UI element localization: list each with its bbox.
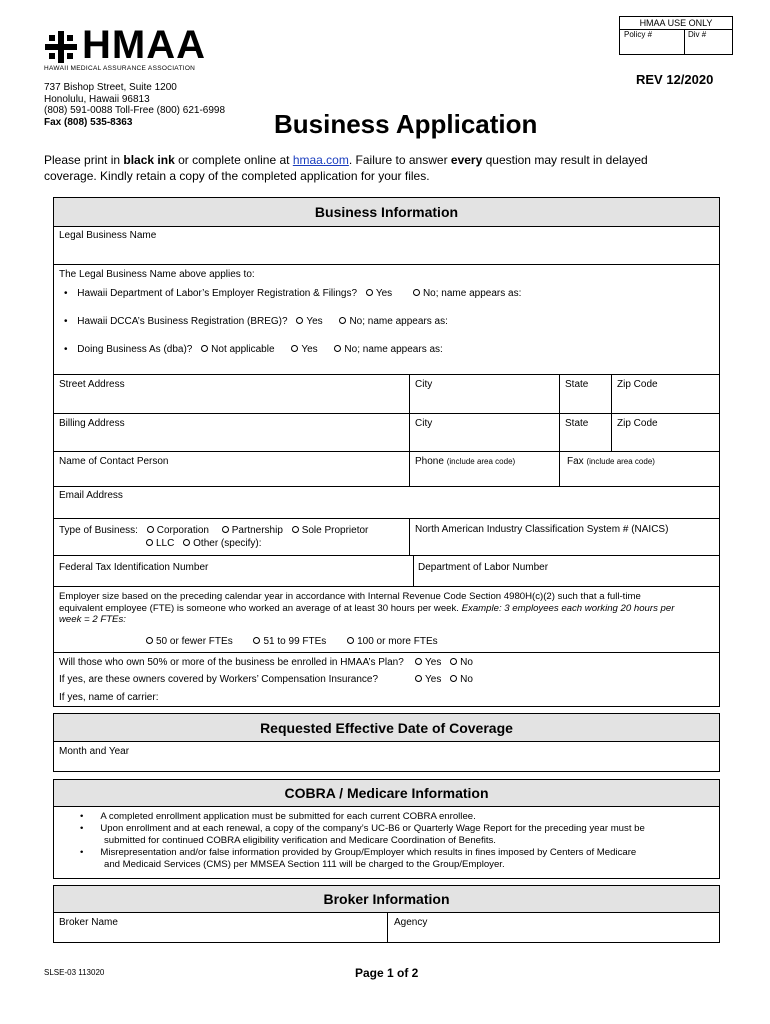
street-address-field[interactable]: Street Address bbox=[59, 379, 125, 390]
federal-tax-id-field[interactable]: Federal Tax Identification Number bbox=[59, 562, 209, 573]
cobra-bullet-1: • A completed enrollment application must be submitted for each current COBRA enrollee. bbox=[80, 811, 645, 823]
sole-proprietor-radio[interactable] bbox=[292, 526, 299, 533]
hmaa-use-only-box bbox=[619, 16, 733, 55]
applies-to-label: The Legal Business Name above applies to: bbox=[59, 269, 255, 280]
carrier-name-field[interactable]: If yes, name of carrier: bbox=[59, 692, 159, 703]
intro-text: Please print in black ink or complete online at hmaa.com. Failure to answer every question may result in delayed coverage. Kindly retain a copy of the completed application for your files. bbox=[44, 153, 648, 183]
cobra-medicare-section bbox=[53, 779, 720, 879]
partnership-radio[interactable] bbox=[222, 526, 229, 533]
address-city: Honolulu, Hawaii 96813 bbox=[44, 93, 150, 105]
cobra-bullets: • A completed enrollment application must be submitted for each current COBRA enrollee. • Upon enrollment and at each renewal, a copy of the company’s UC-B6 or Quarterly Wage Report for the preceding year must be submitted for continued COBRA eligibility verification and Medicare Coordination of Benefits. • Misrepresentation and/or false information provided by Group/Employer which results in fines imposed by Centers of Medicare and Medicaid Services (CMS) per MMSEA Section 111 will be charged to the Group/Employer. bbox=[80, 811, 645, 871]
dol-number-field[interactable]: Department of Labor Number bbox=[418, 562, 549, 573]
owners-yes-radio[interactable] bbox=[415, 658, 422, 665]
page-number: Page 1 of 2 bbox=[355, 966, 419, 980]
fte-options: 50 or fewer FTEs 51 to 99 FTEs 100 or more FTEs bbox=[140, 636, 438, 647]
breg-no-radio[interactable] bbox=[339, 317, 346, 324]
email-address-field[interactable]: Email Address bbox=[59, 490, 123, 501]
llc-radio[interactable] bbox=[146, 539, 153, 546]
state-field[interactable]: State bbox=[565, 379, 589, 390]
legal-business-name-field[interactable]: Legal Business Name bbox=[59, 230, 157, 241]
business-type-row: Type of Business: Corporation Partnership Sole Proprietor bbox=[59, 525, 369, 536]
city-field[interactable]: City bbox=[415, 379, 433, 390]
revision-label: REV 12/2020 bbox=[636, 72, 714, 87]
logo-wordmark: HMAA bbox=[82, 23, 206, 67]
billing-state-field[interactable]: State bbox=[565, 418, 589, 429]
broker-information-header: Broker Information bbox=[54, 886, 719, 913]
owners-enrolled-question: Will those who own 50% or more of the business be enrolled in HMAA’s Plan? bbox=[59, 657, 404, 668]
dba-no-radio[interactable] bbox=[334, 345, 341, 352]
corporation-radio[interactable] bbox=[147, 526, 154, 533]
dba-yes-radio[interactable] bbox=[291, 345, 298, 352]
logo-subtitle: HAWAII MEDICAL ASSURANCE ASSOCIATION bbox=[44, 65, 196, 72]
fax-field[interactable]: Fax (include area code) bbox=[567, 456, 655, 467]
dol-registration-row: • Hawaii Department of Labor’s Employer Registration & Filings? Yes No; name appears as: bbox=[64, 288, 521, 299]
billing-city-field[interactable]: City bbox=[415, 418, 433, 429]
contact-person-field[interactable]: Name of Contact Person bbox=[59, 456, 169, 467]
owners-no-radio[interactable] bbox=[450, 658, 457, 665]
effective-date-header: Requested Effective Date of Coverage bbox=[54, 714, 719, 742]
cobra-bullet-2: • Upon enrollment and at each renewal, a copy of the company’s UC-B6 or Quarterly Wage Report for the preceding year must be bbox=[80, 823, 645, 835]
business-information-section bbox=[53, 197, 720, 707]
workers-comp-question: If yes, are these owners covered by Workers’ Compensation Insurance? bbox=[59, 674, 379, 685]
billing-zip-field[interactable]: Zip Code bbox=[617, 418, 658, 429]
broker-information-section bbox=[53, 885, 720, 943]
fte-100-radio[interactable] bbox=[347, 637, 354, 644]
form-code: SLSE-03 113020 bbox=[44, 968, 105, 977]
dol-yes-radio[interactable] bbox=[366, 289, 373, 296]
fte-51-99-radio[interactable] bbox=[253, 637, 260, 644]
cobra-bullet-3: • Misrepresentation and/or false information provided by Group/Employer which results in fines imposed by Centers of Medicare bbox=[80, 847, 645, 859]
div-number-field[interactable]: Div # bbox=[688, 30, 707, 39]
address-fax: Fax (808) 535-8363 bbox=[44, 116, 133, 128]
wc-yes-radio[interactable] bbox=[415, 675, 422, 682]
breg-row: • Hawaii DCCA’s Business Registration (BREG)? Yes No; name appears as: bbox=[64, 316, 448, 327]
address-phones: (808) 591-0088 Toll-Free (800) 621-6998 bbox=[44, 105, 226, 116]
address-street: 737 Bishop Street, Suite 1200 bbox=[44, 82, 177, 93]
cobra-medicare-header: COBRA / Medicare Information bbox=[54, 780, 719, 807]
zip-code-field[interactable]: Zip Code bbox=[617, 379, 658, 390]
agency-field[interactable]: Agency bbox=[394, 917, 428, 928]
address-block bbox=[44, 82, 225, 128]
dba-na-radio[interactable] bbox=[201, 345, 208, 352]
workers-comp-options: Yes No bbox=[409, 674, 473, 685]
month-year-field[interactable]: Month and Year bbox=[59, 746, 130, 757]
dba-row: • Doing Business As (dba)? Not applicable Yes No; name appears as: bbox=[64, 344, 443, 355]
wc-no-radio[interactable] bbox=[450, 675, 457, 682]
naics-field[interactable]: North American Industry Classification System # (NAICS) bbox=[415, 524, 669, 535]
page-title: Business Application bbox=[274, 109, 538, 139]
owners-enrolled-options: Yes No bbox=[409, 657, 473, 668]
breg-yes-radio[interactable] bbox=[296, 317, 303, 324]
billing-address-field[interactable]: Billing Address bbox=[59, 418, 125, 429]
fte-50-radio[interactable] bbox=[146, 637, 153, 644]
dol-no-radio[interactable] bbox=[413, 289, 420, 296]
employer-size-text: Employer size based on the preceding calendar year in accordance with Internal Revenue Code Section 4980H(c)(2) such that a full-time equivalent employee (FTE) is someone who worked an average of at least 30 hours per week. Example: 3 employees each working 20 hours per week = 2 FTEs: bbox=[59, 591, 675, 625]
hmaa-flower-icon bbox=[44, 30, 78, 64]
business-type-row-2: LLC Other (specify): bbox=[140, 538, 262, 549]
policy-number-field[interactable]: Policy # bbox=[624, 30, 653, 39]
hmaa-logo bbox=[44, 23, 214, 75]
other-radio[interactable] bbox=[183, 539, 190, 546]
hmaa-link[interactable]: hmaa.com bbox=[292, 153, 349, 167]
effective-date-section bbox=[53, 713, 720, 772]
phone-field[interactable]: Phone (include area code) bbox=[415, 456, 516, 467]
broker-name-field[interactable]: Broker Name bbox=[59, 917, 118, 928]
hmaa-use-only-title: HMAA USE ONLY bbox=[639, 18, 713, 28]
business-information-header: Business Information bbox=[54, 198, 719, 227]
